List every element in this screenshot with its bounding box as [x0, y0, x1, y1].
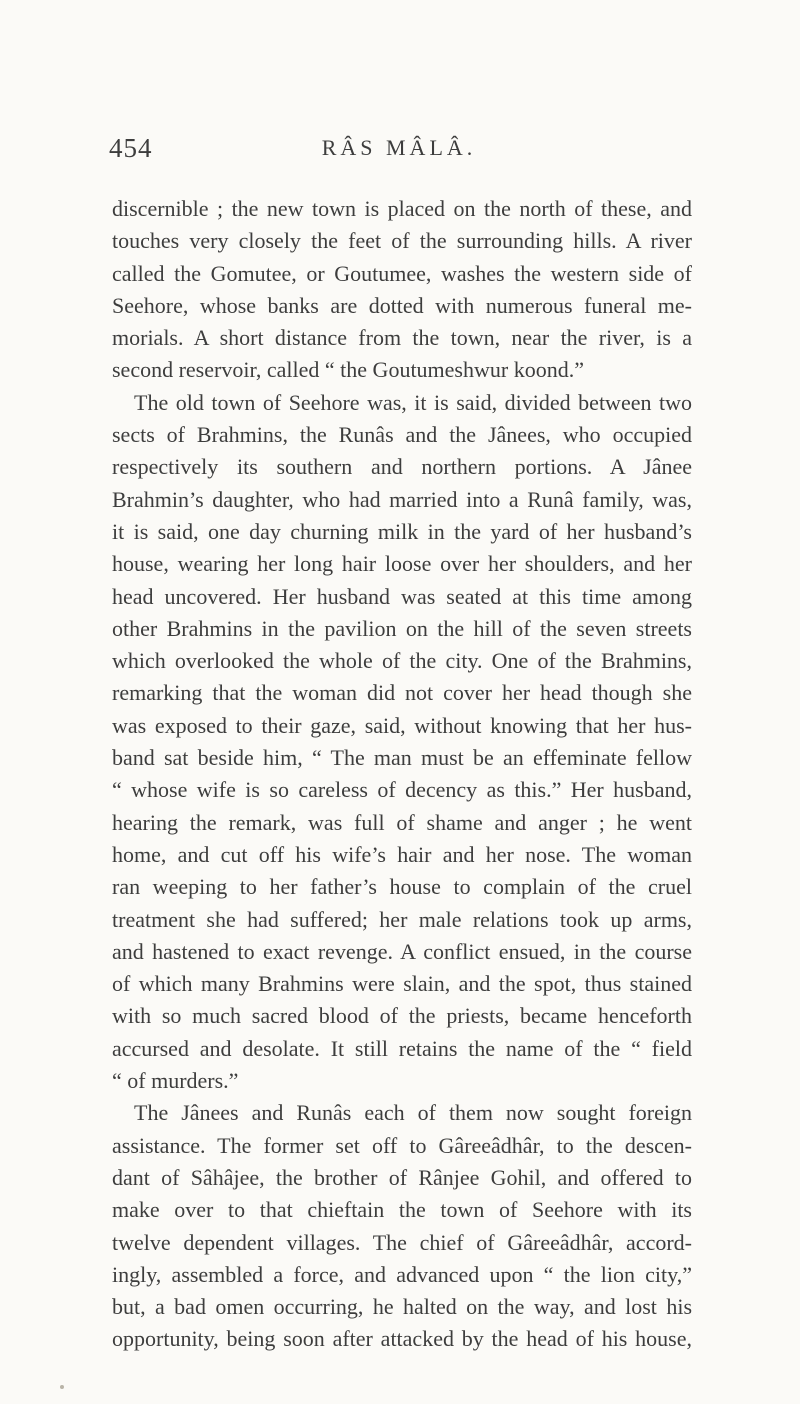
- text-line: twelve dependent villages. The chief of Gâreeâdhâr, accord-: [112, 1229, 692, 1255]
- text-line: but, a bad omen occurring, he halted on the way, and lost his: [112, 1294, 692, 1320]
- text-line: second reservoir, called “ the Goutumeshwur koond.”: [112, 357, 584, 383]
- text-line: respectively its southern and northern portions. A Jânee: [112, 454, 692, 480]
- text-line: “ of murders.”: [112, 1068, 239, 1094]
- text-line: The Jânees and Runâs each of them now sought foreign: [134, 1100, 692, 1126]
- text-line: and hastened to exact revenge. A conflict ensued, in the course: [112, 938, 692, 964]
- text-line: called the Gomutee, or Goutumee, washes the western side of: [112, 260, 692, 286]
- text-line: home, and cut off his wife’s hair and her nose. The woman: [112, 841, 692, 867]
- text-line: house, wearing her long hair loose over her shoulders, and her: [112, 551, 692, 577]
- text-line: assistance. The former set off to Gâreeâdhâr, to the descen-: [112, 1132, 692, 1158]
- text-line: “ whose wife is so careless of decency as this.” Her husband,: [112, 777, 692, 803]
- text-line: accursed and desolate. It still retains the name of the “ field: [112, 1035, 692, 1061]
- text-line: remarking that the woman did not cover her head though she: [112, 680, 692, 706]
- text-line: make over to that chieftain the town of Seehore with its: [112, 1197, 692, 1223]
- page-number: 454: [109, 133, 153, 163]
- paragraph: [112, 1097, 692, 1355]
- text-line: head uncovered. Her husband was seated at this time among: [112, 583, 692, 609]
- text-line: sects of Brahmins, the Runâs and the Jânees, who occupied: [112, 422, 692, 448]
- text-line: discernible ; the new town is placed on the north of these, and: [112, 196, 692, 221]
- text-line: was exposed to their gaze, said, without knowing that her hus-: [112, 712, 692, 738]
- text-line: dant of Sâhâjee, the brother of Rânjee Gohil, and offered to: [112, 1164, 692, 1190]
- text-line: it is said, one day churning milk in the yard of her husband’s: [112, 518, 692, 544]
- text-line: hearing the remark, was full of shame and anger ; he went: [112, 809, 692, 835]
- text-line: morials. A short distance from the town, near the river, is a: [112, 325, 692, 351]
- text-line: The old town of Seehore was, it is said, divided between two: [134, 389, 692, 415]
- text-line: ran weeping to her father’s house to complain of the cruel: [112, 874, 692, 900]
- text-line: band sat beside him, “ The man must be an effeminate fellow: [112, 745, 692, 771]
- text-line: other Brahmins in the pavilion on the hill of the seven streets: [112, 615, 692, 641]
- text-line: Seehore, whose banks are dotted with numerous funeral me-: [112, 292, 692, 318]
- text-line: touches very closely the feet of the surrounding hills. A river: [112, 228, 692, 254]
- paragraph: [112, 193, 692, 387]
- ink-speck: [60, 1385, 64, 1389]
- text-line: treatment she had suffered; her male relations took up arms,: [112, 906, 692, 932]
- paragraph: [112, 387, 692, 1098]
- text-line: ingly, assembled a force, and advanced upon “ the lion city,”: [112, 1261, 692, 1287]
- running-head: RÂS MÂLÂ.: [321, 135, 477, 160]
- text-line: opportunity, being soon after attacked by the head of his house,: [112, 1326, 692, 1352]
- text-line: Brahmin’s daughter, who had married into a Runâ family, was,: [112, 486, 692, 512]
- body-text: [112, 193, 692, 1356]
- text-line: which overlooked the whole of the city. One of the Brahmins,: [112, 648, 692, 674]
- text-line: with so much sacred blood of the priests, became henceforth: [112, 1003, 692, 1029]
- page-header: [109, 133, 689, 173]
- text-line: of which many Brahmins were slain, and the spot, thus stained: [112, 971, 692, 997]
